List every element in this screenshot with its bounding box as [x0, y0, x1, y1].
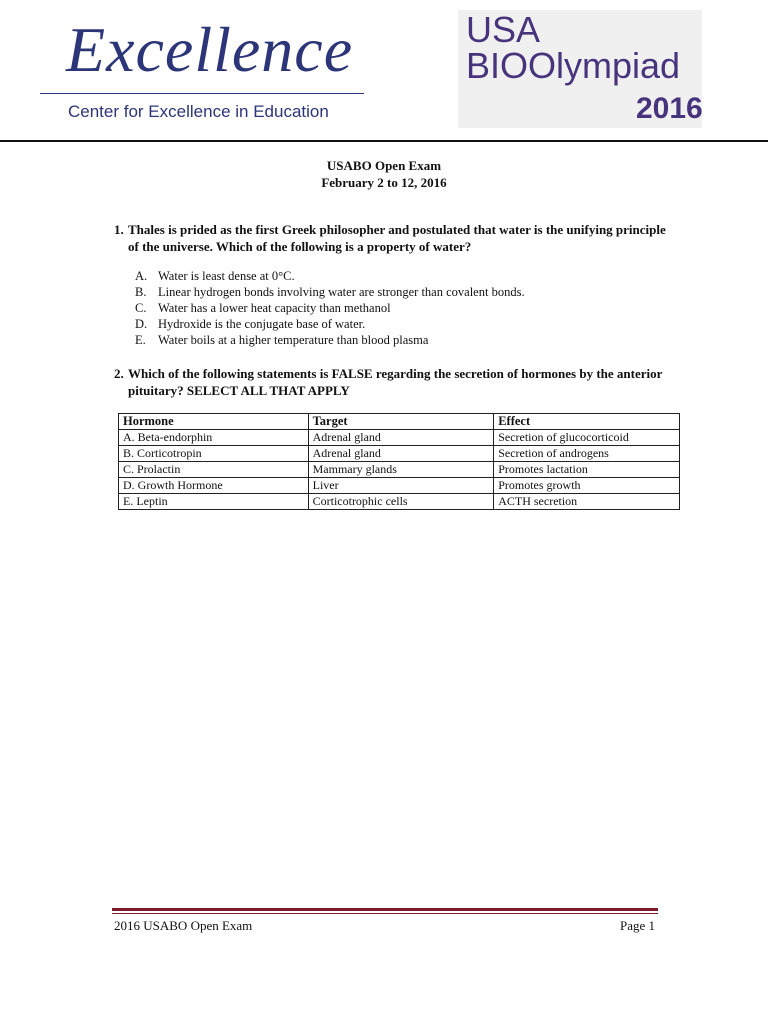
- question-1-option-b-letter: B.: [135, 285, 147, 299]
- table-cell-effect: Secretion of glucocorticoid: [494, 430, 680, 446]
- question-1-option-d-text: Hydroxide is the conjugate base of water.: [158, 317, 366, 331]
- table-row: [119, 430, 680, 446]
- table-header-effect: Effect: [494, 414, 680, 430]
- footer-rule-thin: [112, 913, 658, 914]
- question-2-stem-line1: Which of the following statements is FALSE regarding the secretion of hormones by the anterior: [128, 366, 663, 381]
- table-header-row: [119, 414, 680, 430]
- question-1-stem-line1: Thales is prided as the first Greek philosopher and postulated that water is the unifying principle: [128, 222, 666, 237]
- usa-biolympiad-logo-usa: USA: [466, 9, 541, 50]
- usa-biolympiad-logo-year: 2016: [636, 92, 703, 125]
- exam-title: USABO Open Exam: [326, 158, 442, 173]
- excellence-logo-word: Excellence: [66, 14, 354, 85]
- table-cell-hormone: B. Corticotropin: [119, 446, 309, 462]
- excellence-logo-rule: [40, 93, 364, 94]
- question-1-stem-line2: of the universe. Which of the following is a property of water?: [128, 239, 472, 254]
- table-cell-target: Adrenal gland: [308, 446, 494, 462]
- question-1-option-d-letter: D.: [135, 317, 148, 331]
- footer-page-number: Page 1: [620, 918, 656, 933]
- question-1-option-c-letter: C.: [135, 301, 147, 315]
- table-cell-hormone: E. Leptin: [119, 494, 309, 510]
- table-cell-effect: Promotes lactation: [494, 462, 680, 478]
- table-row: [119, 446, 680, 462]
- header-divider: [0, 140, 768, 142]
- footer-exam-name: 2016 USABO Open Exam: [114, 918, 253, 933]
- question-1-number: 1.: [114, 222, 124, 237]
- table-cell-hormone: D. Growth Hormone: [119, 478, 309, 494]
- table-cell-target: Adrenal gland: [308, 430, 494, 446]
- table-header-target: Target: [308, 414, 494, 430]
- table-cell-target: Mammary glands: [308, 462, 494, 478]
- question-1-option-c-text: Water has a lower heat capacity than methanol: [158, 301, 391, 315]
- table-row: [119, 462, 680, 478]
- question-1-option-e-text: Water boils at a higher temperature than blood plasma: [158, 333, 429, 347]
- table-cell-target: Corticotrophic cells: [308, 494, 494, 510]
- table-header-hormone: Hormone: [119, 414, 309, 430]
- table-cell-hormone: C. Prolactin: [119, 462, 309, 478]
- table-cell-target: Liver: [308, 478, 494, 494]
- excellence-logo-tagline: Center for Excellence in Education: [68, 102, 329, 121]
- table-cell-hormone: A. Beta-endorphin: [119, 430, 309, 446]
- question-1-option-a-letter: A.: [135, 269, 148, 283]
- footer-rule-thick: [112, 908, 658, 911]
- question-1-option-a-text: Water is least dense at 0°C.: [158, 269, 295, 283]
- hormone-table: [118, 413, 680, 510]
- exam-dates: February 2 to 12, 2016: [321, 175, 447, 190]
- question-1-option-e-letter: E.: [135, 333, 146, 347]
- usa-biolympiad-logo-name: BIOOlympiad: [466, 45, 681, 86]
- question-2-number: 2.: [114, 366, 124, 381]
- table-cell-effect: ACTH secretion: [494, 494, 680, 510]
- table-cell-effect: Secretion of androgens: [494, 446, 680, 462]
- table-row: [119, 478, 680, 494]
- question-2-stem-line2: pituitary? SELECT ALL THAT APPLY: [128, 383, 350, 398]
- question-1-option-b-text: Linear hydrogen bonds involving water are stronger than covalent bonds.: [158, 285, 525, 299]
- table-row: [119, 494, 680, 510]
- table-cell-effect: Promotes growth: [494, 478, 680, 494]
